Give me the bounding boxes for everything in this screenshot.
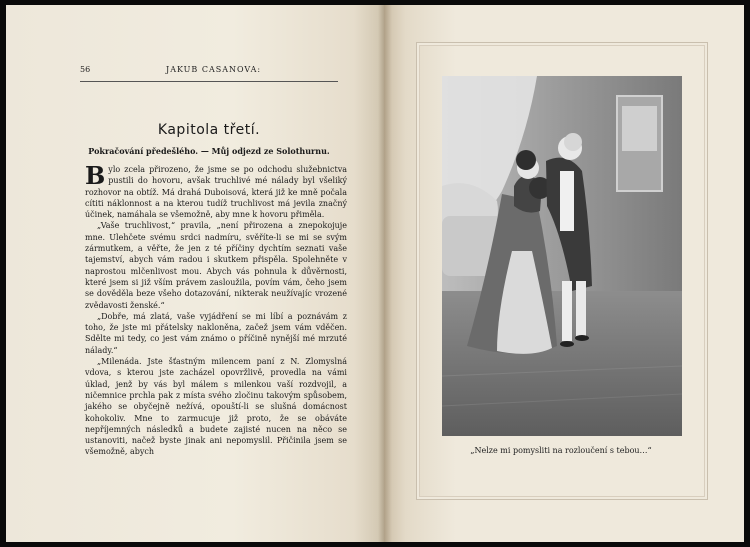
book-spine: [378, 5, 392, 542]
chapter-subtitle: Pokračování předešlého. — Můj odjezd ze Solothurnu.: [88, 146, 330, 156]
page-number: 56: [80, 65, 91, 74]
dancing-couple-illustration: [442, 76, 682, 436]
illustration-caption: „Nelze mi pomysliti na rozloučení s tebou…“: [470, 446, 652, 455]
chapter-title: Kapitola třetí.: [157, 122, 261, 138]
illustration-plate: [442, 76, 682, 436]
body-text: [85, 161, 347, 458]
paragraph: „Milenáda. Jste šťastným milencem paní z N. Zlomyslná vdova, s kterou jste zacházel opovržlivě, provedla na vámi úklad, jenž by vás byl málem s milenkou vaší rozdvojil, a ničemnice prchla pak z místa svého zločinu takovým spůsobem, jakého se obyčejně nežívá, opouští-li se slušná domácnost kohokoliv. Mne to zarmucuje již proto, že se obáváte nepříjemných následků a budete zajisté nucen na něco se ustanoviti, načež byste jinak ani nepomyslil. Přičinila jsem se všemožně, abych: [85, 357, 347, 457]
paragraph: „Vaše truchlivost,“ pravila, „není přirozena a znepokojuje mne. Ulehčete svému srdci nadmíru, svěříte-li se mi se svým zármutkem, a věřte, že jen z té příčiny dychtím seznati vaše tajemství, abych vám radou i skutkem přispěla. Spolehněte v naprostou mlčenlivost mou. Abych vás pohnula k důvěrnosti, které jsem si již vším právem zasloužila, povím vám, čeho jsem se dověděla beze všeho dotazování, nikterak neužívajíc vrozené zvědavosti ženské.“: [85, 221, 347, 310]
paragraph: [85, 161, 347, 220]
running-title: JAKUB CASANOVA:: [166, 65, 262, 74]
drop-cap: B: [85, 161, 106, 190]
running-head: [80, 65, 338, 82]
paragraph-text: ylo zcela přirozeno, že jsme se po odchodu služebnictva pustili do hovoru, avšak truchlivé mé nálady byl všeliký rozhovor na obtíž. Má drahá Duboisová, která již ke mně počala cítiti náklonnost a na kterou tudíž truchlivost má jevila značný účinek, namáhala se všemožně, aby mne k hovoru přiměla.: [85, 165, 347, 220]
paragraph: „Dobře, má zlatá, vaše vyjádření se mi líbí a poznávám z toho, že jste mi přátelsky nakloněna, začež jsem vám vděčen. Sdělte mi tedy, co jest vám známo o příčině nynější mé mrzuté nálady.“: [85, 311, 347, 355]
